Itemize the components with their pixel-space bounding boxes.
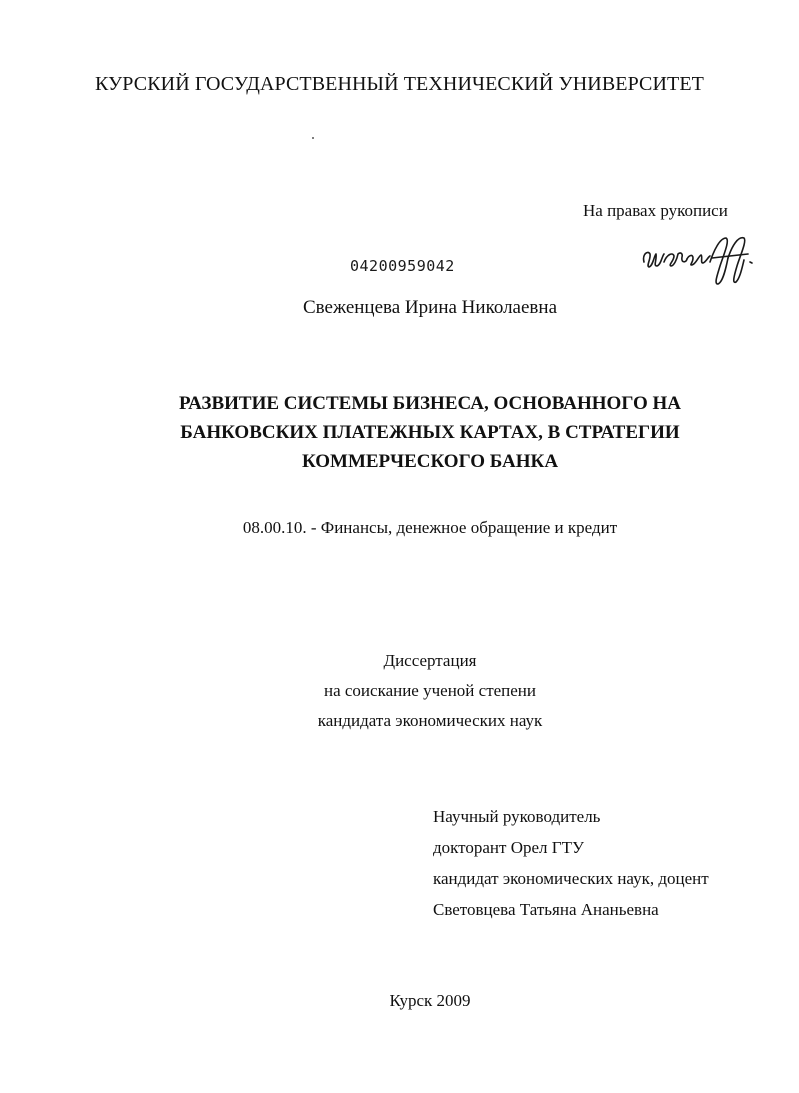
title-line: КОММЕРЧЕСКОГО БАНКА (301, 451, 559, 472)
document-number: 04200959042 (350, 257, 455, 275)
degree-block (0, 646, 799, 736)
city-year: Курск 2009 (389, 991, 471, 1010)
scan-speck (312, 137, 314, 139)
supervisor-block (433, 801, 709, 925)
specialty-code: 08.00.10. - Финансы, денежное обращение и кредит (242, 518, 618, 537)
manuscript-rights-label: На правах рукописи (583, 201, 728, 220)
author-name: Свеженцева Ирина Николаевна (302, 297, 557, 318)
supervisor-line: кандидат экономических наук, доцент (433, 869, 709, 888)
degree-line: на соискание ученой степени (323, 681, 537, 700)
dissertation-title (0, 389, 799, 476)
degree-line: Диссертация (383, 651, 477, 670)
university-name: КУРСКИЙ ГОСУДАРСТВЕННЫЙ ТЕХНИЧЕСКИЙ УНИВЕРСИТЕТ (95, 73, 704, 95)
handwritten-signature (640, 232, 760, 288)
supervisor-line: Световцева Татьяна Ананьевна (433, 900, 659, 919)
degree-line: кандидата экономических наук (317, 711, 543, 730)
supervisor-line: докторант Орел ГТУ (433, 838, 585, 857)
title-line: БАНКОВСКИХ ПЛАТЕЖНЫХ КАРТАХ, В СТРАТЕГИИ (180, 422, 680, 443)
title-line: РАЗВИТИЕ СИСТЕМЫ БИЗНЕСА, ОСНОВАННОГО НА (179, 393, 681, 414)
supervisor-line: Научный руководитель (433, 807, 601, 826)
